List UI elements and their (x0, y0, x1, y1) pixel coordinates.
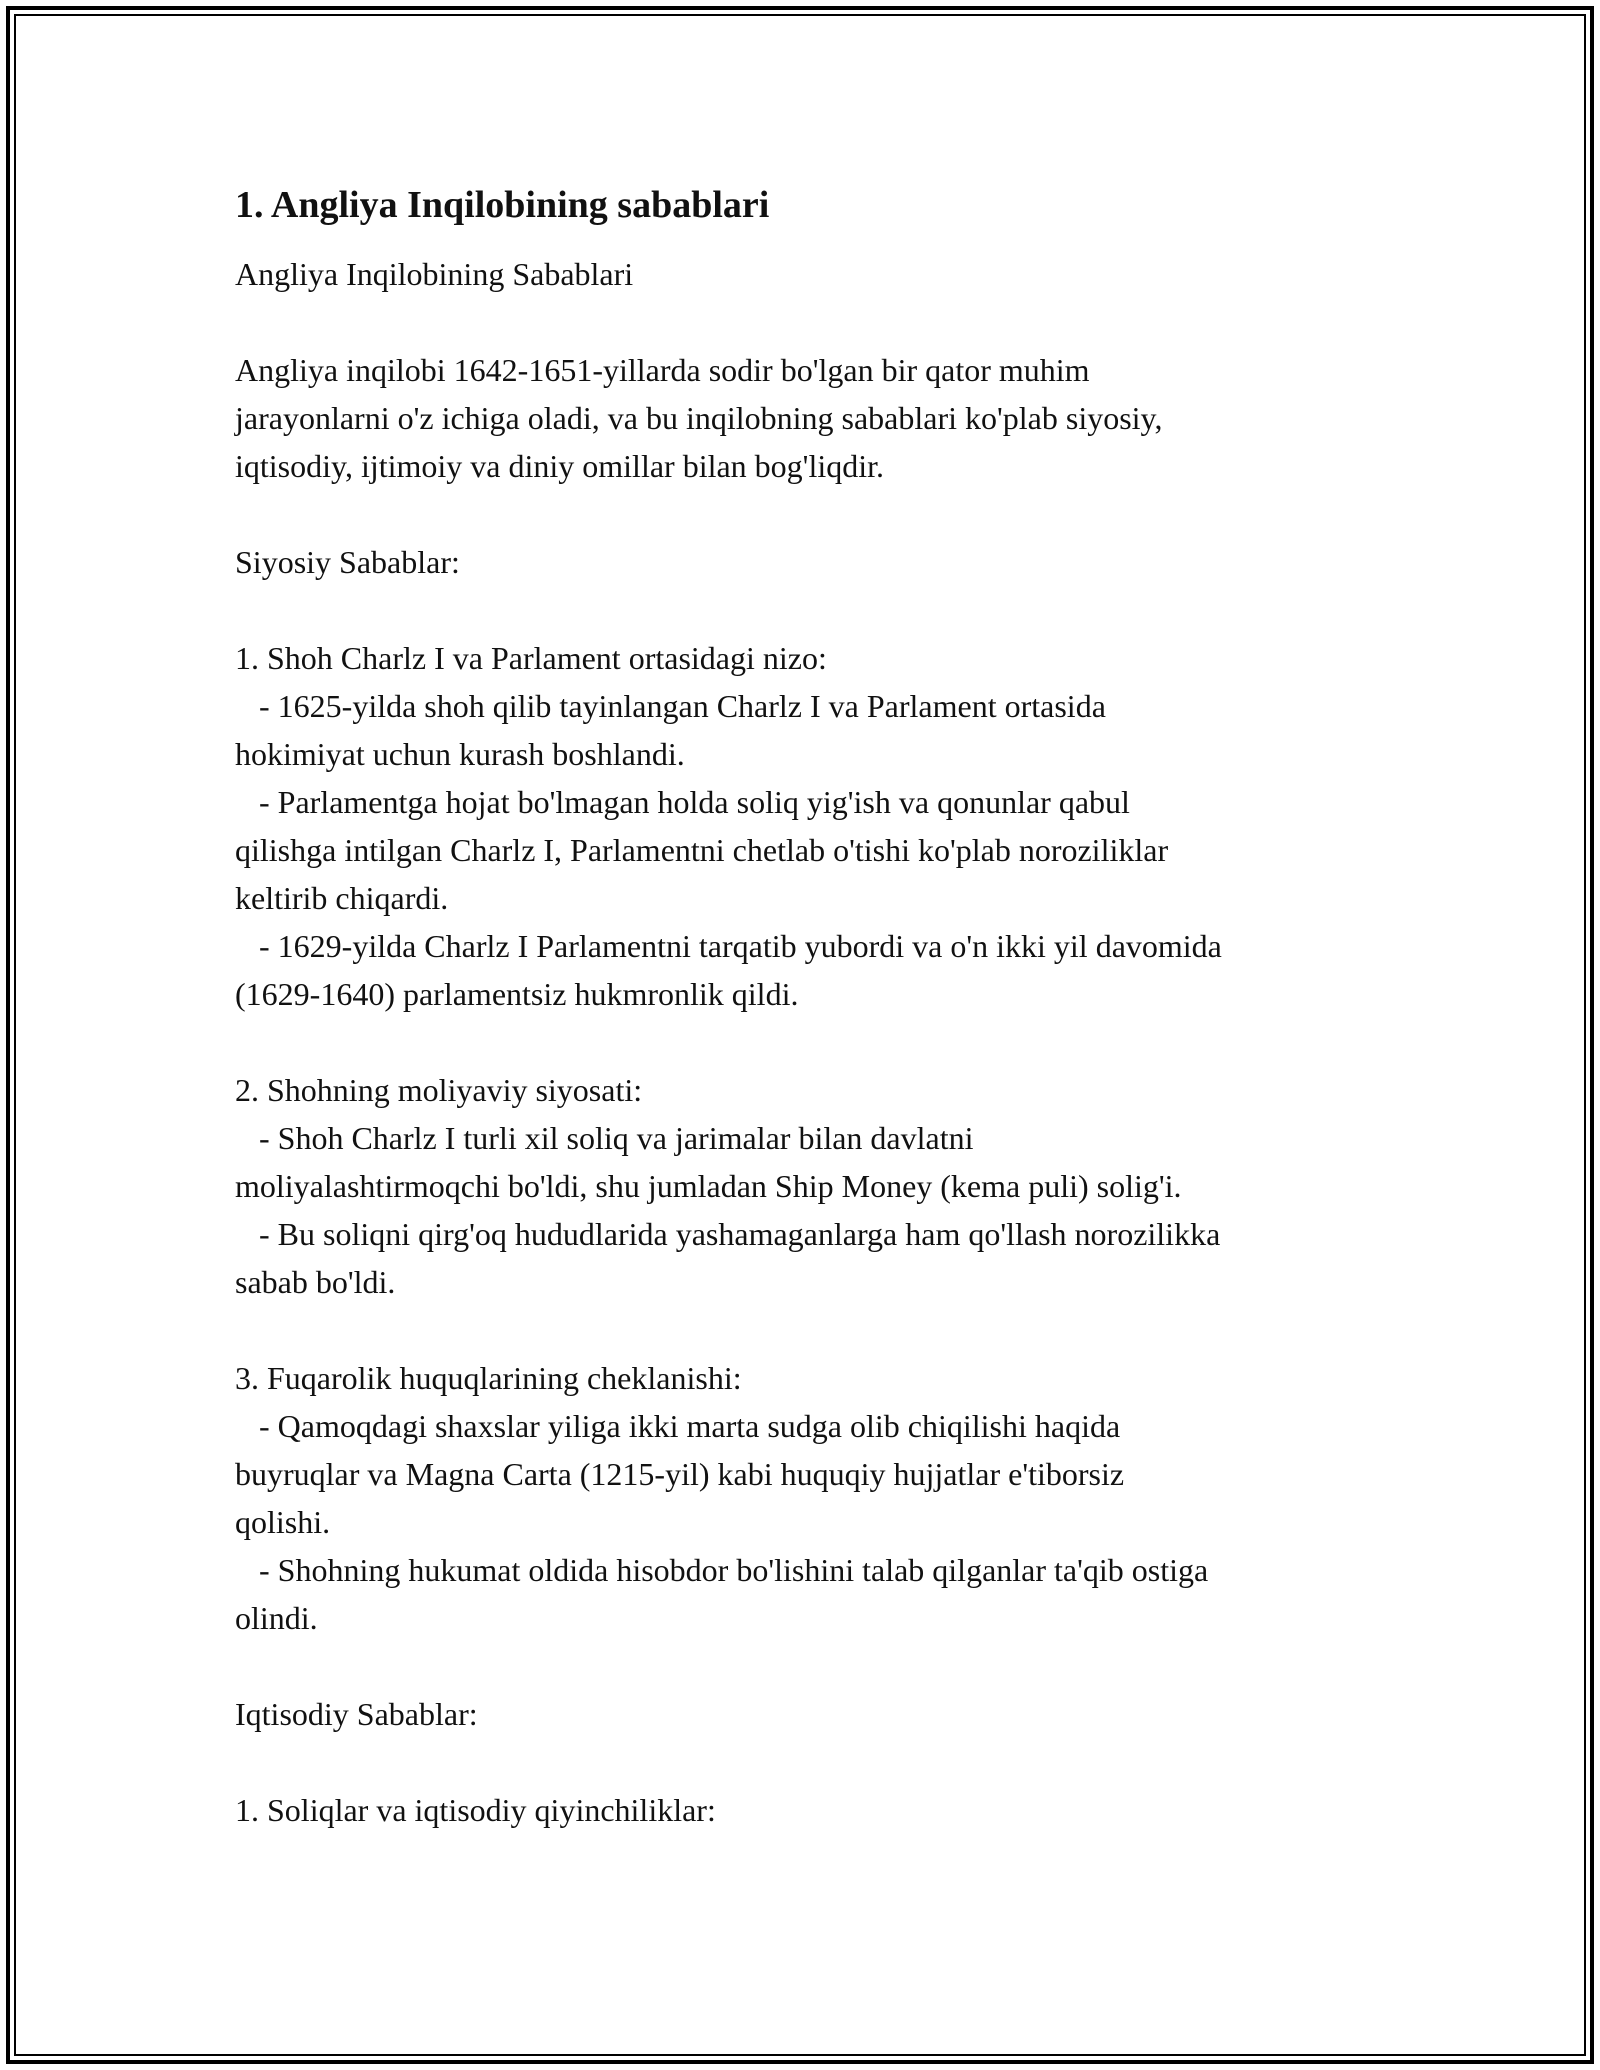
intro-paragraph: Angliya inqilobi 1642-1651-yillarda sodir bo'lgan bir qator muhim jarayonlarni o'z ichiga oladi, va bu inqilobning sabablari ko'plab siyosiy, iqtisodiy, ijtimoiy va diniy omillar bilan bog'liqdir. (235, 352, 1163, 484)
economic-cause-1: 1. Soliqlar va iqtisodiy qiyinchiliklar: (235, 1792, 716, 1828)
section-heading-economic: Iqtisodiy Sabablar: (235, 1696, 478, 1732)
section-heading-political: Siyosiy Sabablar: (235, 544, 460, 580)
document-body (235, 182, 1385, 1882)
political-cause-1: 1. Shoh Charlz I va Parlament ortasidagi nizo: - 1625-yilda shoh qilib tayinlangan Charlz I va Parlament ortasida hokimiyat uchun kurash boshlandi. - Parlamentga hojat bo'lmagan holda soliq yig'ish va qonunlar qabul qilishga intilgan Charlz I, Parlamentni chetlab o'tishi ko'plab noroziliklar keltirib chiqardi. - 1629-yilda Charlz I Parlamentni tarqatib yubordi va o'n ikki yil davomida (1629-1640) parlamentsiz hukmronlik qildi. (235, 640, 1222, 1012)
document-title: 1. Angliya Inqilobining sabablari (235, 184, 770, 226)
political-cause-2: 2. Shohning moliyaviy siyosati: - Shoh Charlz I turli xil soliq va jarimalar bilan davlatni moliyalashtirmoqchi bo'ldi, shu jumladan Ship Money (kema puli) solig'i. - Bu soliqni qirg'oq hududlarida yashamaganlarga ham qo'llash norozilikka sabab bo'ldi. (235, 1072, 1221, 1300)
document-subtitle: Angliya Inqilobining Sabablari (235, 256, 634, 292)
political-cause-3: 3. Fuqarolik huquqlarining cheklanishi: - Qamoqdagi shaxslar yiliga ikki marta sudga olib chiqilishi haqida buyruqlar va Magna Carta (1215-yil) kabi huquqiy hujjatlar e'tiborsiz qolishi. - Shohning hukumat oldida hisobdor bo'lishini talab qilganlar ta'qib ostiga olindi. (235, 1360, 1209, 1636)
